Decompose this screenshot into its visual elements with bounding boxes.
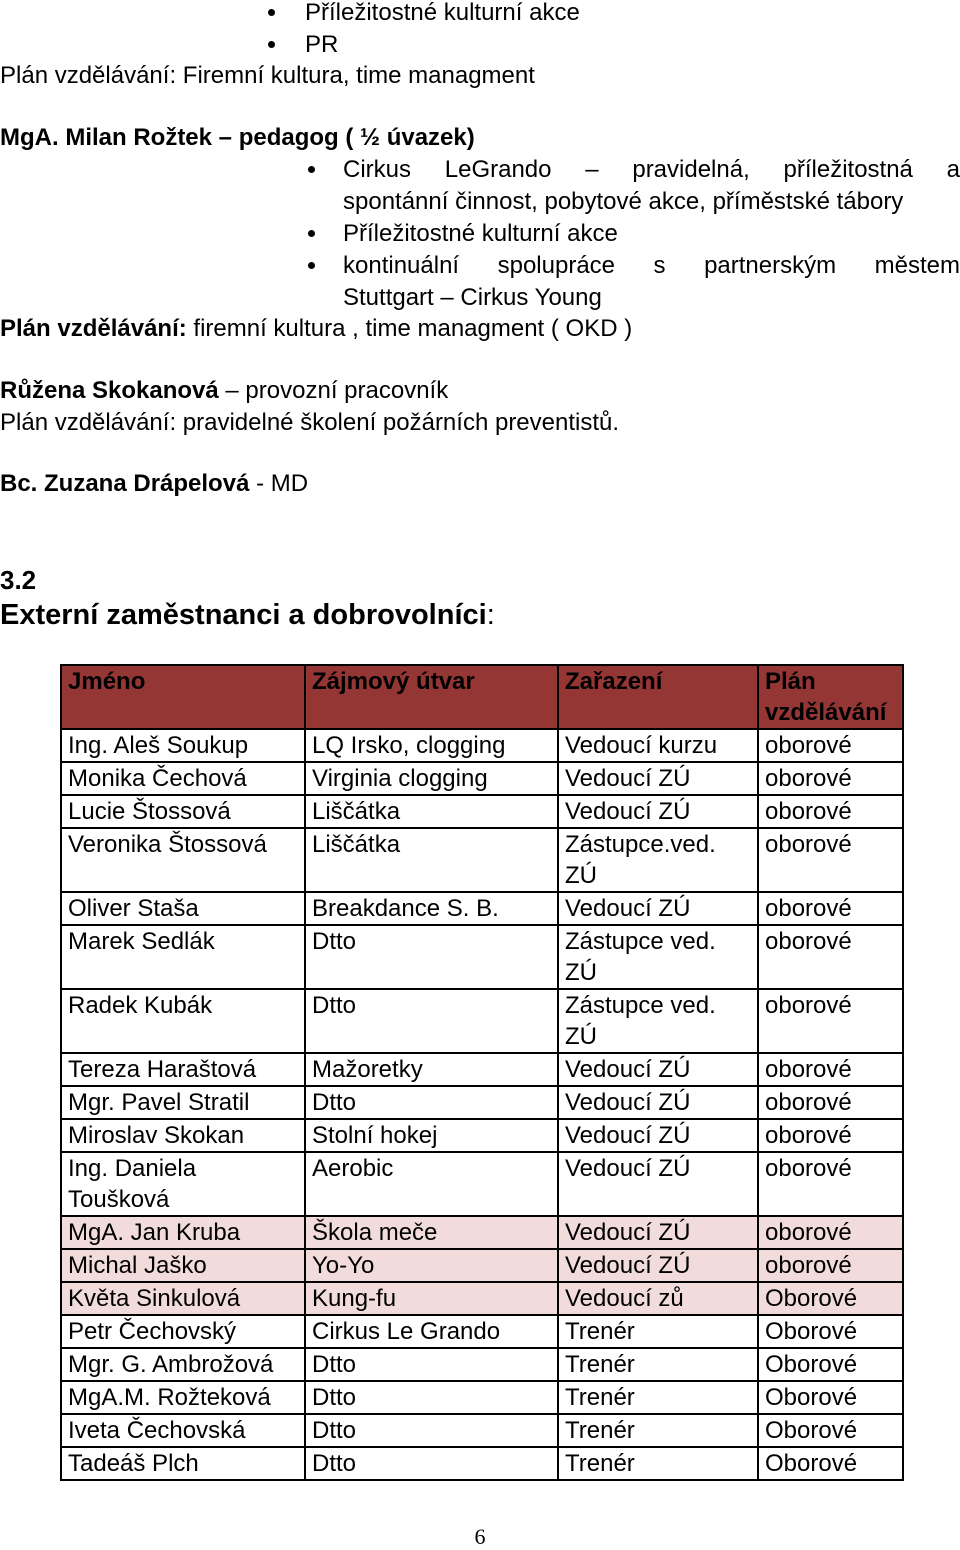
- table-cell: Vedoucí zů: [558, 1282, 758, 1315]
- list-item: Příležitostné kulturní akce: [305, 0, 905, 29]
- table-cell: Stolní hokej: [305, 1119, 558, 1152]
- education-plan: Plán vzdělávání: pravidelné školení požárních preventistů.: [0, 409, 620, 436]
- table-cell: Vedoucí ZÚ: [558, 1119, 758, 1152]
- table-row: [61, 1086, 903, 1119]
- table-cell: oborové: [758, 1119, 903, 1152]
- table-cell: Trenér: [558, 1381, 758, 1414]
- staff-entry: [0, 375, 448, 407]
- table-row: [61, 1381, 903, 1414]
- table-header-row: [61, 665, 903, 729]
- table-cell: Breakdance S. B.: [305, 892, 558, 925]
- table-cell: Vedoucí ZÚ: [558, 1249, 758, 1282]
- staff-name: Růžena Skokanová: [0, 377, 219, 404]
- table-row: [61, 762, 903, 795]
- table-cell: Dtto: [305, 1414, 558, 1447]
- table-cell: Vedoucí ZÚ: [558, 1053, 758, 1086]
- table-row: [61, 1216, 903, 1249]
- table-cell: Vedoucí ZÚ: [558, 1152, 758, 1216]
- table-cell: MgA. Jan Kruba: [61, 1216, 305, 1249]
- list-item: kontinuální spolupráce s partnerským městem Stuttgart – Cirkus Young: [343, 250, 960, 314]
- table-cell: MgA.M. Rožteková: [61, 1381, 305, 1414]
- table-cell: Marek Sedlák: [61, 925, 305, 989]
- table-row: [61, 1119, 903, 1152]
- table-cell: Dtto: [305, 1381, 558, 1414]
- section-number: 3.2: [0, 565, 37, 595]
- table-cell: Tereza Haraštová: [61, 1053, 305, 1086]
- table-cell: Kung-fu: [305, 1282, 558, 1315]
- table-cell: Oborové: [758, 1414, 903, 1447]
- table-cell: Zástupce ved. ZÚ: [558, 989, 758, 1053]
- column-header: Zájmový útvar: [305, 665, 558, 729]
- staff-role: – provozní pracovník: [218, 377, 449, 404]
- table-cell: Vedoucí ZÚ: [558, 1086, 758, 1119]
- table-cell: Liščátka: [305, 828, 558, 892]
- table-cell: Oborové: [758, 1315, 903, 1348]
- table-cell: oborové: [758, 828, 903, 892]
- table-cell: Dtto: [305, 1348, 558, 1381]
- table-row: [61, 729, 903, 762]
- section-title: Externí zaměstnanci a dobrovolníci:: [0, 599, 495, 631]
- table-cell: Veronika Štossová: [61, 828, 305, 892]
- activity-list-roztek: [343, 154, 960, 314]
- table-cell: Vedoucí ZÚ: [558, 1216, 758, 1249]
- table-cell: Virginia clogging: [305, 762, 558, 795]
- staff-name: MgA. Milan Rožtek – pedagog ( ½ úvazek): [0, 124, 475, 151]
- table-cell: oborové: [758, 1086, 903, 1119]
- table-body: [61, 729, 903, 1480]
- table-cell: Dtto: [305, 1086, 558, 1119]
- table-cell: oborové: [758, 989, 903, 1053]
- table-cell: Mažoretky: [305, 1053, 558, 1086]
- table-cell: oborové: [758, 892, 903, 925]
- table-cell: Vedoucí ZÚ: [558, 892, 758, 925]
- table-cell: Aerobic: [305, 1152, 558, 1216]
- table-cell: Oborové: [758, 1348, 903, 1381]
- staff-name: Bc. Zuzana Drápelová: [0, 470, 250, 497]
- table-cell: Trenér: [558, 1447, 758, 1480]
- table-cell: oborové: [758, 925, 903, 989]
- table-cell: Dtto: [305, 989, 558, 1053]
- column-header: Plán vzdělávání: [758, 665, 903, 729]
- table-cell: Oborové: [758, 1282, 903, 1315]
- table-cell: Ing. Aleš Soukup: [61, 729, 305, 762]
- table-row: [61, 892, 903, 925]
- table-cell: oborové: [758, 795, 903, 828]
- table-cell: Škola meče: [305, 1216, 558, 1249]
- table-cell: Oborové: [758, 1447, 903, 1480]
- column-header: Zařazení: [558, 665, 758, 729]
- staff-entry: [0, 468, 308, 500]
- table-cell: oborové: [758, 1152, 903, 1216]
- table-cell: Vedoucí ZÚ: [558, 795, 758, 828]
- education-plan: Plán vzdělávání: Firemní kultura, time managment: [0, 62, 535, 89]
- table-cell: Trenér: [558, 1315, 758, 1348]
- table-cell: Radek Kubák: [61, 989, 305, 1053]
- activity-list-top: [305, 0, 905, 61]
- table-cell: Zástupce.ved. ZÚ: [558, 828, 758, 892]
- table-cell: Lucie Štossová: [61, 795, 305, 828]
- table-cell: Trenér: [558, 1348, 758, 1381]
- table-cell: Monika Čechová: [61, 762, 305, 795]
- table-cell: Květa Sinkulová: [61, 1282, 305, 1315]
- table-cell: Zástupce ved. ZÚ: [558, 925, 758, 989]
- table-cell: Yo-Yo: [305, 1249, 558, 1282]
- table-cell: Oliver Staša: [61, 892, 305, 925]
- table-cell: Ing. Daniela Toušková: [61, 1152, 305, 1216]
- list-item: PR: [305, 29, 905, 61]
- table-cell: Iveta Čechovská: [61, 1414, 305, 1447]
- table-cell: Trenér: [558, 1414, 758, 1447]
- page-number: 6: [474, 1524, 486, 1549]
- table-row: [61, 989, 903, 1053]
- table-cell: LQ Irsko, clogging: [305, 729, 558, 762]
- table-cell: Miroslav Skokan: [61, 1119, 305, 1152]
- table-row: [61, 1249, 903, 1282]
- table-cell: oborové: [758, 1053, 903, 1086]
- list-item: Cirkus LeGrando – pravidelná, příležitostná a spontánní činnost, pobytové akce, příměstské tábory: [343, 154, 960, 218]
- column-header: Jméno: [61, 665, 305, 729]
- table-row: [61, 1152, 903, 1216]
- table-row: [61, 1348, 903, 1381]
- table-row: [61, 1053, 903, 1086]
- table-row: [61, 1414, 903, 1447]
- table-cell: Mgr. G. Ambrožová: [61, 1348, 305, 1381]
- external-staff-table: [60, 664, 904, 1481]
- table-cell: oborové: [758, 729, 903, 762]
- table-row: [61, 1315, 903, 1348]
- staff-role: - MD: [249, 470, 309, 497]
- plan-text: firemní kultura , time managment ( OKD ): [186, 315, 633, 342]
- table-cell: oborové: [758, 1249, 903, 1282]
- table-cell: Petr Čechovský: [61, 1315, 305, 1348]
- table-cell: oborové: [758, 1216, 903, 1249]
- table-cell: Vedoucí ZÚ: [558, 762, 758, 795]
- table-cell: Mgr. Pavel Stratil: [61, 1086, 305, 1119]
- plan-label: Plán vzdělávání:: [0, 315, 187, 342]
- table-cell: Oborové: [758, 1381, 903, 1414]
- table-row: [61, 828, 903, 892]
- table-row: [61, 1447, 903, 1480]
- table-cell: oborové: [758, 762, 903, 795]
- table-cell: Dtto: [305, 925, 558, 989]
- table-cell: Cirkus Le Grando: [305, 1315, 558, 1348]
- list-item: Příležitostné kulturní akce: [343, 218, 960, 250]
- table-cell: Dtto: [305, 1447, 558, 1480]
- table-row: [61, 925, 903, 989]
- education-plan: [0, 313, 632, 345]
- table-cell: Liščátka: [305, 795, 558, 828]
- table-cell: Michal Jaško: [61, 1249, 305, 1282]
- table-row: [61, 795, 903, 828]
- table-cell: Vedoucí kurzu: [558, 729, 758, 762]
- table-cell: Tadeáš Plch: [61, 1447, 305, 1480]
- table-row: [61, 1282, 903, 1315]
